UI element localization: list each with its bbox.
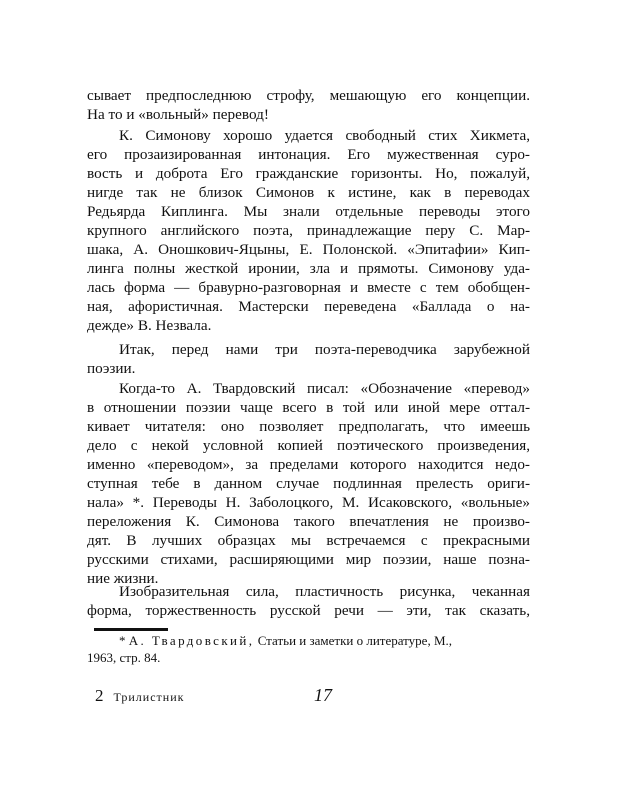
- text-line: ние жизни.: [87, 570, 159, 587]
- text-line: шака, А. Оношкович-Яцыны, Е. Полонской. «Эпитафии» Кип-: [87, 241, 530, 258]
- footnote-line: 1963, стр. 84.: [87, 650, 161, 665]
- text-line: К. Симонову хорошо удается свободный стих Хикмета,: [119, 127, 530, 144]
- text-line: нигде так не близок Симонов к истине, как в переводах: [87, 184, 530, 201]
- paragraph-three-poets: [87, 340, 530, 378]
- text-line: нала» *. Переводы Н. Заболоцкого, М. Исаковского, «вольные»: [87, 494, 530, 511]
- text-line: дело с некой условной копией поэтического произведения,: [87, 437, 530, 454]
- paragraph-continuation: [87, 86, 530, 124]
- text-line: линга полны жесткой иронии, зла и прямоты. Симонову уда-: [87, 260, 530, 277]
- printer-signature: [95, 686, 184, 706]
- text-line: вость и доброта Его гражданские горизонты. Но, пожалуй,: [87, 165, 530, 182]
- text-line: Итак, перед нами три поэта-переводчика зарубежной: [119, 341, 530, 358]
- paragraph-simonov: [87, 126, 530, 335]
- text-line: в отношении поэзии чаще всего в той или иной мере оттал-: [87, 399, 530, 416]
- footnote-marker: *: [119, 633, 126, 648]
- text-line: именно «переводом», за пределами которого находится недо-: [87, 456, 530, 473]
- text-line: форма, торжественность русской речи — эти, так сказать,: [87, 602, 530, 619]
- footnote-line: [87, 632, 530, 649]
- text-line: крупного английского поэта, принадлежащие перу С. Мар-: [87, 222, 530, 239]
- footnote-source: Статьи и заметки о литературе, М.,: [254, 633, 453, 648]
- text-line: кивает читателя: оно позволяет предполагать, что имеешь: [87, 418, 530, 435]
- footnote: [87, 632, 530, 666]
- text-line: ная, афористичная. Мастерски переведена «Баллада о на-: [87, 298, 530, 315]
- signature-number: 2: [95, 686, 104, 705]
- signature-title: Трилистник: [113, 690, 185, 704]
- footnote-author: А. Твардовский,: [128, 633, 255, 648]
- text-line: Редьярда Киплинга. Мы знали отдельные переводы этого: [87, 203, 530, 220]
- text-line: русскими стихами, расширяющими мир поэзии, наше позна-: [87, 551, 530, 568]
- paragraph-tvardovsky: [87, 379, 530, 588]
- text-line: сывает предпоследнюю строфу, мешающую его концепции.: [87, 87, 530, 104]
- text-line: На то и «вольный» перевод!: [87, 106, 269, 123]
- text-line: дят. В лучших образцах мы встречаемся с прекрасными: [87, 532, 530, 549]
- text-line: переложения К. Симонова такого впечатления не произво-: [87, 513, 530, 530]
- paragraph-imagery: [87, 582, 530, 620]
- text-line: Изобразительная сила, пластичность рисунка, чеканная: [119, 583, 530, 600]
- text-line: ступная тебе в данном случае подлинная прелесть ориги-: [87, 475, 530, 492]
- text-line: его прозаизированная интонация. Его мужественная суро-: [87, 146, 530, 163]
- footnote-divider: [94, 628, 168, 631]
- page-number: 17: [314, 685, 332, 705]
- text-line: Когда-то А. Твардовский писал: «Обозначение «перевод»: [119, 380, 530, 397]
- text-line: поэзии.: [87, 360, 136, 377]
- text-line: лась форма — бравурно-разговорная и вместе с тем обобщен-: [87, 279, 530, 296]
- text-line: дежде» В. Незвала.: [87, 317, 212, 334]
